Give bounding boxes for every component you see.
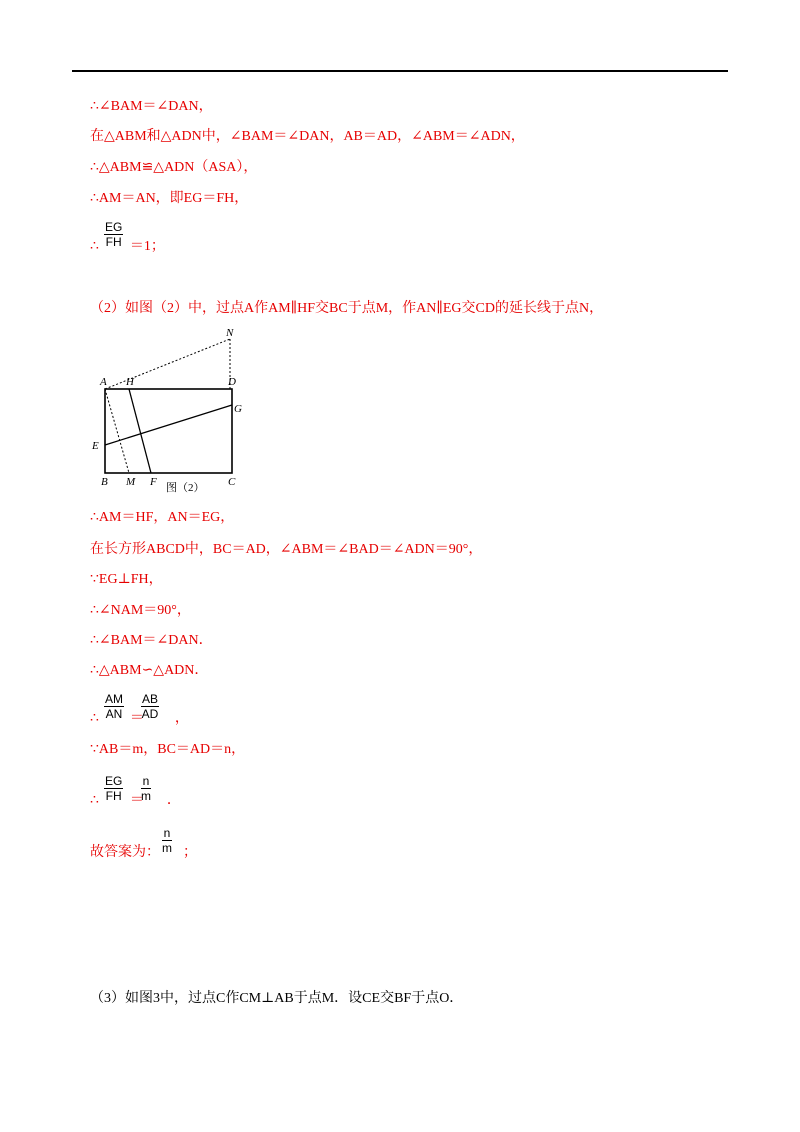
label-d: D: [228, 376, 236, 388]
step-line-1: ∴∠BAM＝∠DAN，: [90, 99, 213, 114]
fraction-answer-n-m: [162, 826, 172, 855]
fraction-denominator: FH: [105, 789, 122, 803]
step-line-2: 在△ABM和△ADN中，∠BAM＝∠DAN，AB＝AD，∠ABM＝∠ADN，: [90, 129, 525, 144]
step-line-7: ∴AM＝HF，AN＝EG，: [90, 510, 235, 525]
semicolon: ；: [183, 845, 197, 860]
label-c: C: [228, 476, 236, 488]
answer-label: 故答案为：: [90, 845, 160, 860]
fraction-numerator: n: [142, 774, 150, 788]
label-g: G: [234, 403, 242, 415]
therefore-symbol: ∴: [90, 711, 99, 726]
dotted-line-an: [105, 339, 230, 389]
fraction-denominator: FH: [105, 235, 122, 249]
fraction-denominator: m: [162, 841, 172, 855]
fraction-eg-fh-2: [104, 774, 123, 803]
fraction-ab-ad: [141, 692, 159, 721]
geometry-figure-2: [88, 325, 258, 495]
rectangle-abcd: [105, 389, 232, 473]
step-line-3: ∴△ABM≌△ADN（ASA），: [90, 160, 258, 175]
fraction-numerator: AB: [142, 692, 159, 706]
equals-sign: ＝: [129, 793, 144, 808]
segment-eg: [105, 405, 232, 445]
step-line-5: [90, 238, 165, 256]
label-e: E: [92, 440, 99, 452]
part-3-intro: （3）如图3中，过点C作CM⊥AB于点M．设CE交BF于点O．: [90, 991, 464, 1006]
fraction-numerator: EG: [105, 220, 123, 234]
header-rule: [72, 70, 728, 72]
therefore-symbol: ∴: [90, 239, 99, 254]
label-n: N: [226, 327, 234, 339]
equals-sign: ＝: [129, 711, 144, 726]
step-line-12: ∴△ABM∽△ADN．: [90, 663, 209, 678]
part-2-intro: （2）如图（2）中，过点A作AM∥HF交BC于点M，作AN∥EG交CD的延长线于点N，: [90, 301, 604, 316]
label-f: F: [150, 476, 157, 488]
label-a: A: [100, 376, 107, 388]
label-b: B: [101, 476, 108, 488]
dotted-line-am: [105, 389, 129, 473]
fraction-denominator: AN: [105, 707, 123, 721]
step-line-4: ∴AM＝AN，即EG＝FH，: [90, 191, 249, 206]
fraction-numerator: EG: [105, 774, 123, 788]
figure-caption: 图（2）: [166, 482, 205, 494]
comma: ，: [174, 711, 189, 726]
step-line-9: ∵EG⊥FH，: [90, 572, 163, 587]
fraction-denominator: m: [141, 789, 151, 803]
fraction-numerator: n: [163, 826, 171, 840]
fraction-n-m: [141, 774, 151, 803]
fraction-numerator: AM: [105, 692, 123, 706]
step-line-8: 在长方形ABCD中，BC＝AD，∠ABM＝∠BAD＝∠ADN＝90°，: [90, 542, 483, 557]
step-line-14: ∵AB＝m，BC＝AD＝n，: [90, 742, 246, 757]
therefore-symbol: ∴: [90, 793, 99, 808]
label-m: M: [126, 476, 136, 488]
step-line-10: ∴∠NAM＝90°，: [90, 603, 191, 618]
fraction-eg-fh: [104, 220, 123, 249]
fraction-am-an: [104, 692, 124, 721]
label-h: H: [126, 376, 134, 388]
period: ．: [166, 793, 181, 808]
fraction-denominator: AD: [141, 707, 159, 721]
equals-one: ＝1；: [129, 239, 165, 254]
answer-line: [90, 844, 197, 862]
step-line-11: ∴∠BAM＝∠DAN．: [90, 633, 213, 648]
